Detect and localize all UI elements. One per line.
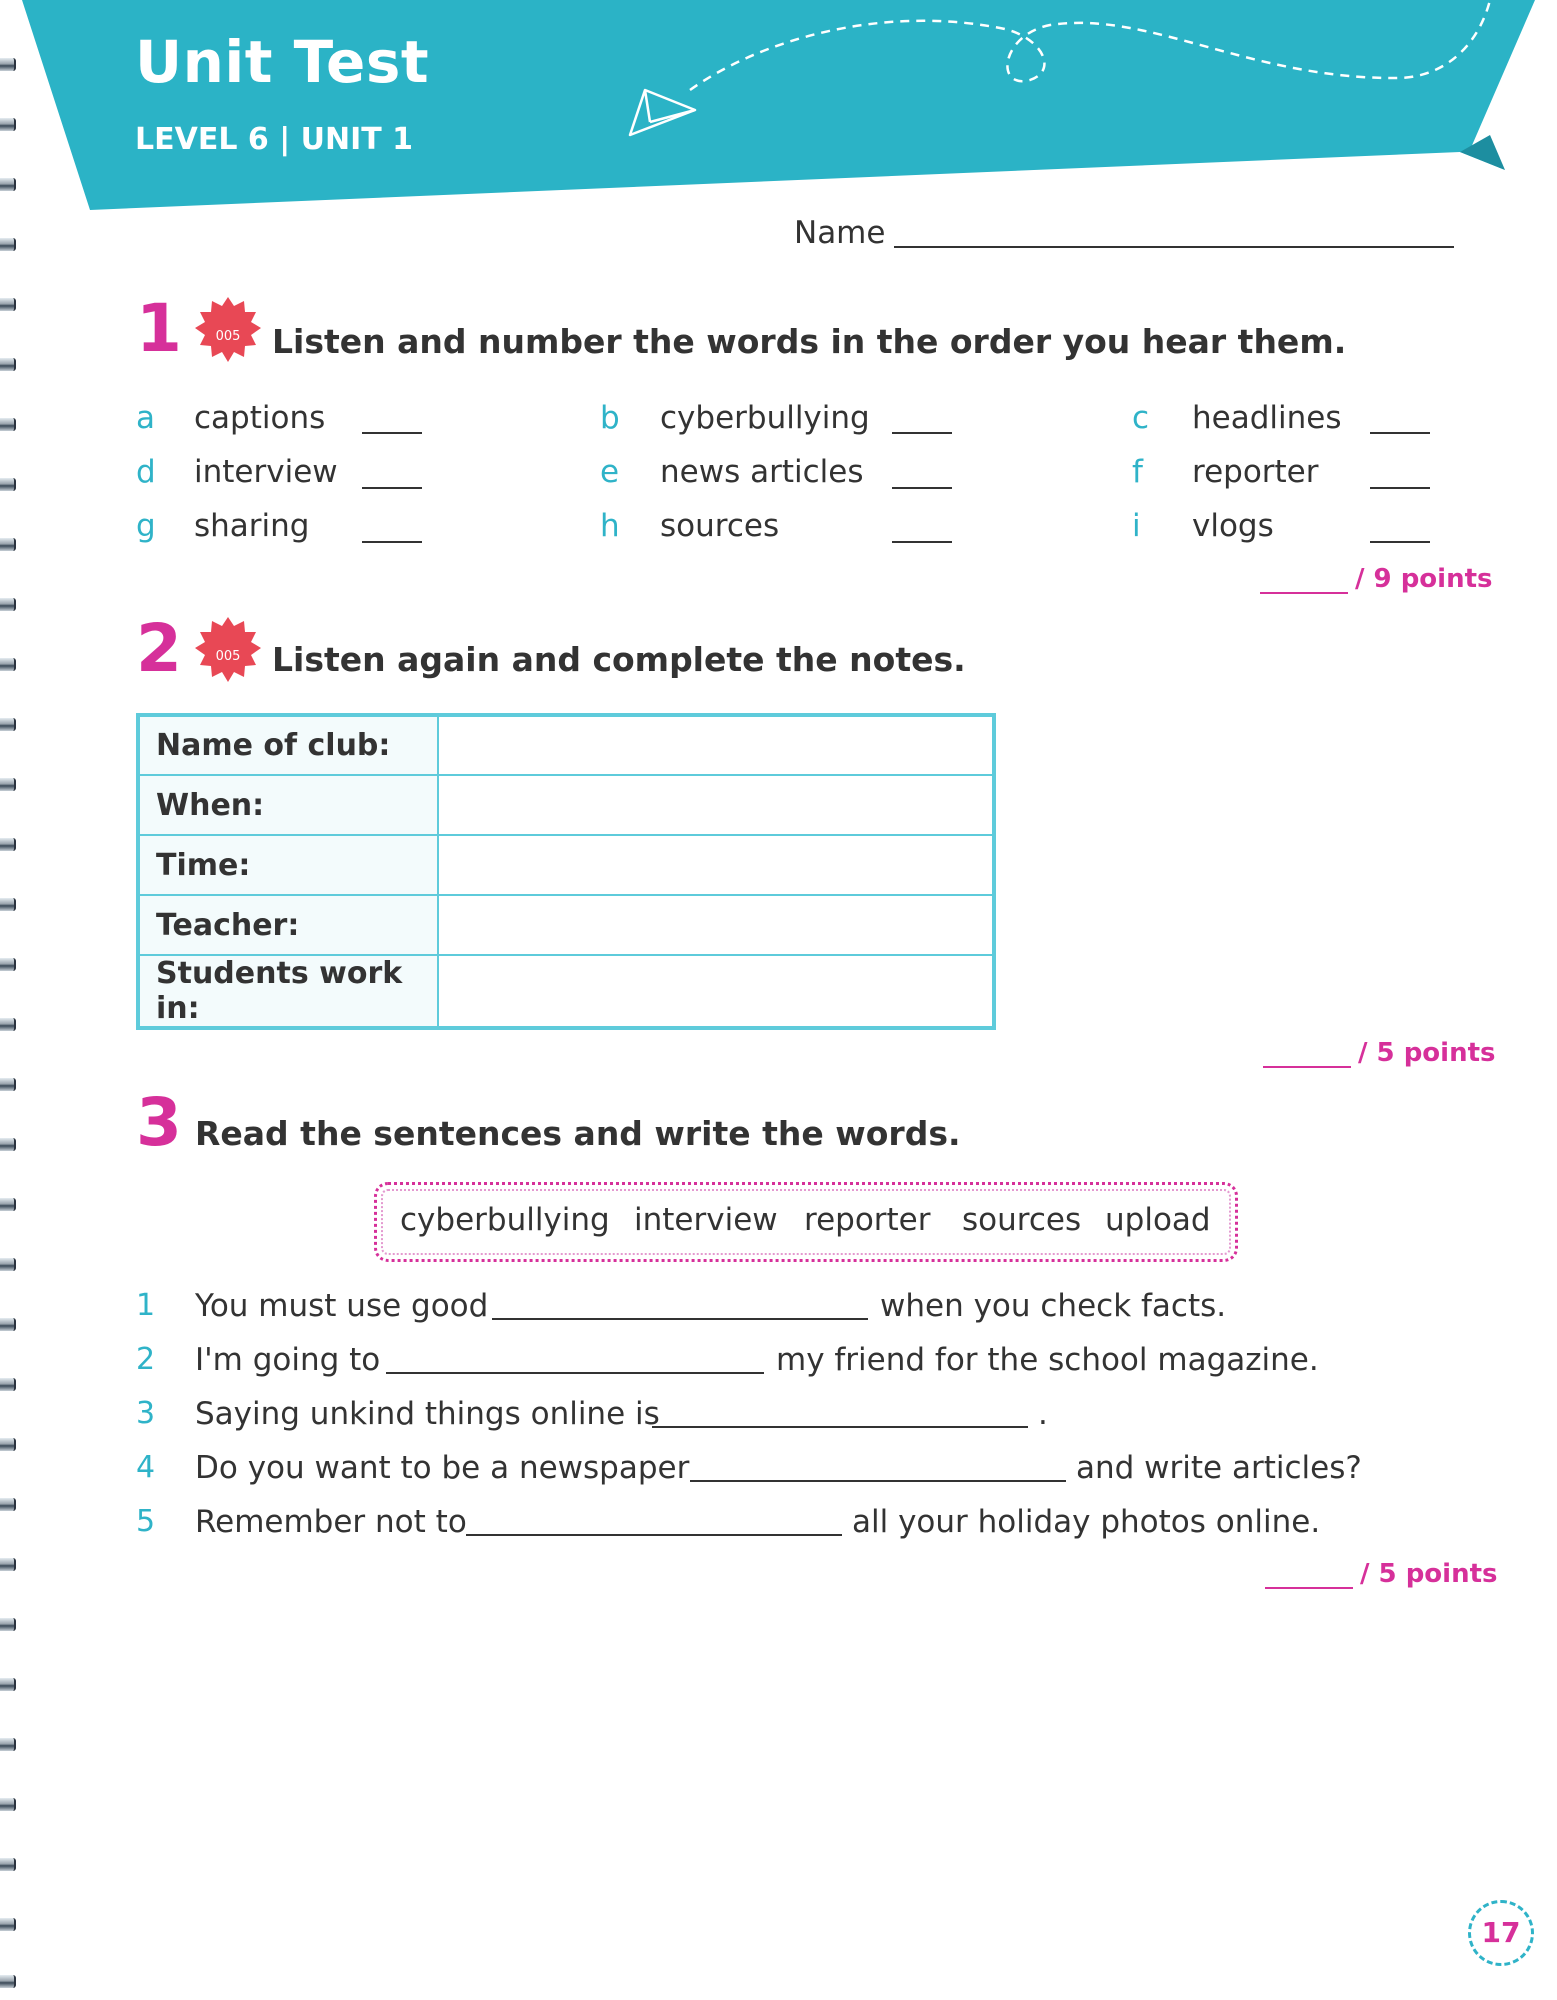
sentence-number: 5 bbox=[136, 1504, 156, 1539]
sentence-number: 3 bbox=[136, 1396, 156, 1431]
audio-track-icon bbox=[194, 616, 262, 684]
answer-blank[interactable] bbox=[362, 541, 422, 543]
option-letter: g bbox=[136, 508, 156, 544]
page-number: 17 bbox=[1468, 1900, 1534, 1966]
option-word: vlogs bbox=[1192, 508, 1274, 544]
sentence-number: 1 bbox=[136, 1288, 156, 1323]
row-label: Teacher: bbox=[138, 895, 438, 955]
level-unit-label: LEVEL 6 | UNIT 1 bbox=[135, 122, 414, 157]
answer-blank[interactable] bbox=[1370, 541, 1430, 543]
answer-cell[interactable] bbox=[438, 895, 994, 955]
word-bank-item: upload bbox=[1105, 1202, 1211, 1238]
sentence-text: when you check facts. bbox=[880, 1288, 1227, 1324]
sentence-text: my friend for the school magazine. bbox=[776, 1342, 1319, 1378]
table-row bbox=[138, 835, 994, 895]
answer-blank[interactable] bbox=[362, 432, 422, 434]
exercise-1-number: 1 bbox=[136, 290, 182, 367]
exercise-3-points: / 5 points bbox=[1360, 1559, 1498, 1589]
sentence-text: Remember not to bbox=[195, 1504, 467, 1540]
option-letter: i bbox=[1132, 508, 1141, 544]
page-title: Unit Test bbox=[135, 28, 430, 96]
option-word: interview bbox=[194, 454, 338, 490]
score-blank[interactable] bbox=[1265, 1587, 1353, 1589]
row-label: Name of club: bbox=[138, 715, 438, 775]
option-letter: e bbox=[600, 454, 620, 490]
row-label: Time: bbox=[138, 835, 438, 895]
answer-cell[interactable] bbox=[438, 835, 994, 895]
option-word: news articles bbox=[660, 454, 864, 490]
row-label: Students work in: bbox=[138, 955, 438, 1028]
answer-blank[interactable] bbox=[892, 487, 952, 489]
sentence-text: You must use good bbox=[195, 1288, 489, 1324]
option-word: headlines bbox=[1192, 400, 1342, 436]
answer-cell[interactable] bbox=[438, 715, 994, 775]
answer-blank[interactable] bbox=[892, 541, 952, 543]
sentence-number: 2 bbox=[136, 1342, 156, 1377]
score-blank[interactable] bbox=[1260, 592, 1348, 594]
answer-cell[interactable] bbox=[438, 955, 994, 1028]
answer-blank[interactable] bbox=[652, 1426, 1028, 1428]
sentence-text: . bbox=[1038, 1396, 1048, 1432]
answer-blank[interactable] bbox=[892, 432, 952, 434]
name-field[interactable] bbox=[894, 246, 1454, 248]
word-bank-item: cyberbullying bbox=[400, 1202, 610, 1238]
option-letter: a bbox=[136, 400, 155, 436]
answer-blank[interactable] bbox=[466, 1534, 842, 1536]
answer-blank[interactable] bbox=[386, 1372, 764, 1374]
name-label: Name bbox=[794, 215, 886, 251]
answer-cell[interactable] bbox=[438, 775, 994, 835]
sentence-text: and write articles? bbox=[1076, 1450, 1362, 1486]
notes-table bbox=[136, 713, 996, 1030]
exercise-3-number: 3 bbox=[136, 1084, 182, 1161]
sentence-number: 4 bbox=[136, 1450, 156, 1485]
option-letter: h bbox=[600, 508, 620, 544]
table-row bbox=[138, 715, 994, 775]
option-word: reporter bbox=[1192, 454, 1319, 490]
answer-blank[interactable] bbox=[492, 1318, 868, 1320]
word-bank-item: reporter bbox=[804, 1202, 931, 1238]
sentence-text: all your holiday photos online. bbox=[852, 1504, 1321, 1540]
exercise-2-instruction: Listen again and complete the notes. bbox=[272, 640, 966, 679]
table-row bbox=[138, 775, 994, 835]
track-number: 005 bbox=[215, 649, 241, 664]
spiral-binding bbox=[0, 0, 22, 2000]
sentence-text: I'm going to bbox=[195, 1342, 381, 1378]
option-letter: f bbox=[1132, 454, 1143, 490]
table-row bbox=[138, 955, 994, 1028]
option-letter: d bbox=[136, 454, 156, 490]
sentence-text: Do you want to be a newspaper bbox=[195, 1450, 690, 1486]
answer-blank[interactable] bbox=[362, 487, 422, 489]
option-word: sharing bbox=[194, 508, 310, 544]
answer-blank[interactable] bbox=[1370, 487, 1430, 489]
word-bank-item: sources bbox=[962, 1202, 1082, 1238]
track-number: 005 bbox=[215, 329, 241, 344]
exercise-1-points: / 9 points bbox=[1355, 564, 1493, 594]
exercise-3-instruction: Read the sentences and write the words. bbox=[195, 1114, 961, 1153]
option-word: captions bbox=[194, 400, 326, 436]
sentence-text: Saying unkind things online is bbox=[195, 1396, 660, 1432]
option-word: cyberbullying bbox=[660, 400, 870, 436]
audio-track-icon bbox=[194, 296, 262, 364]
option-letter: c bbox=[1132, 400, 1150, 436]
score-blank[interactable] bbox=[1263, 1066, 1351, 1068]
exercise-2-points: / 5 points bbox=[1358, 1038, 1496, 1068]
option-letter: b bbox=[600, 400, 620, 436]
word-bank-item: interview bbox=[634, 1202, 778, 1238]
exercise-2-number: 2 bbox=[136, 610, 182, 687]
option-word: sources bbox=[660, 508, 780, 544]
exercise-1-instruction: Listen and number the words in the order you hear them. bbox=[272, 322, 1347, 361]
answer-blank[interactable] bbox=[690, 1480, 1066, 1482]
answer-blank[interactable] bbox=[1370, 432, 1430, 434]
table-row bbox=[138, 895, 994, 955]
row-label: When: bbox=[138, 775, 438, 835]
